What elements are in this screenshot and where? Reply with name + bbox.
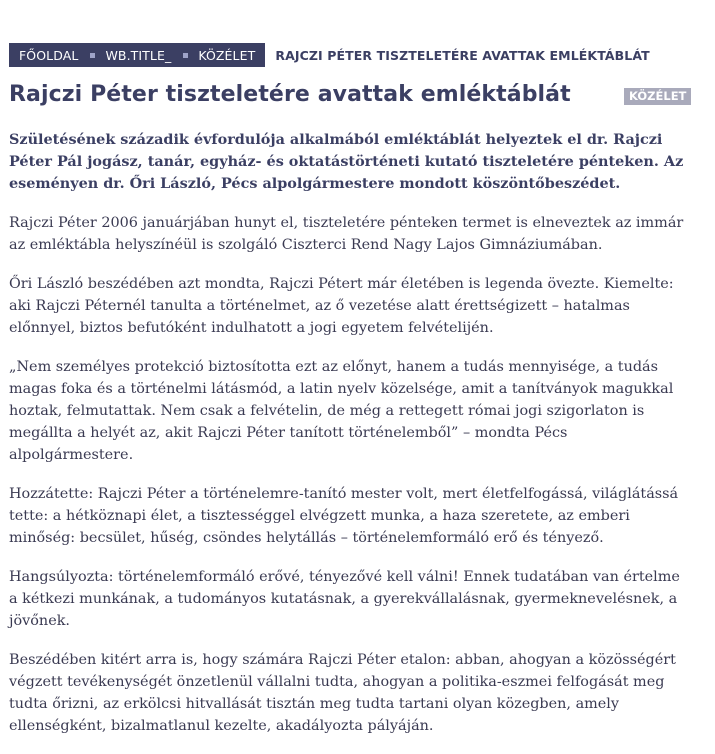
breadcrumb-separator-icon — [90, 53, 95, 58]
breadcrumb-category-link[interactable]: KÖZÉLET — [198, 47, 256, 63]
breadcrumb-current: RAJCZI PÉTER TISZTELETÉRE AVATTAK EMLÉKTÁBLÁT — [275, 47, 650, 63]
page-title: Rajczi Péter tiszteletére avattak emléktáblát — [9, 82, 571, 107]
breadcrumb-separator-icon — [183, 53, 188, 58]
article-paragraph: Rajczi Péter 2006 januárjában hunyt el, tiszteletére pénteken termet is elneveztek az immár az emléktábla helyszínéül is szolgáló Ciszterci Rend Nagy Lajos Gimnáziumában. — [9, 215, 684, 253]
breadcrumb-section-link[interactable]: WB.TITLE_ — [105, 47, 172, 63]
breadcrumb — [9, 43, 650, 67]
article-lead: Születésének századik évfordulója alkalmából emléktáblát helyeztek el dr. Rajczi Péter Pál jogász, tanár, egyház- és oktatástörténeti kutató tiszteletére pénteken. Az eseményen dr. Őri László, Pécs alpolgármestere mondott köszöntőbeszédet. — [9, 131, 684, 192]
article-paragraph: Hangsúlyozta: történelemformáló erővé, tényezővé kell válni! Ennek tudatában van értelme a kétkezi munkának, a tudományos kutatásnak, a gyerekvállalásnak, gyermeknevelésnek, a jövőnek. — [9, 569, 680, 629]
article-body — [9, 129, 693, 754]
category-badge[interactable]: KÖZÉLET — [624, 88, 691, 105]
breadcrumb-links — [9, 43, 265, 67]
article-paragraph: Beszédében kitért arra is, hogy számára Rajczi Péter etalon: abban, ahogyan a közösségért végzett tevékenységét önzetlenül vállalni tudta, ahogyan a politika-eszmei felfogását meg tudta őrizni, az erkölcsi hitvallását tisztán meg tudta tartani olyan közegben, amely ellenségként, bizalmatlanul kezelte, akadályozta pályáján. — [9, 652, 676, 734]
article-paragraph: „Nem személyes protekció biztosította ezt az előnyt, hanem a tudás mennyisége, a tudás magas foka és a történelmi látásmód, a latin nyelv közelsége, amit a tanítványok magukkal hoztak, felmutattak. Nem csak a felvételin, de még a rettegett római jogi szigorlaton is megállta a helyét az, akit Rajczi Péter tanított történelemből” – mondta Pécs alpolgármestere. — [9, 359, 674, 463]
article-paragraph: Hozzátette: Rajczi Péter a történelemre-tanító mester volt, mert életfelfogássá, világlátássá tette: a hétköznapi élet, a tisztességgel elvégzett munka, a haza szeretete, az emberi minőség: becsület, hűség, csöndes helytállás – történelemformáló erő és tényező. — [9, 486, 679, 546]
breadcrumb-home-link[interactable]: FŐOLDAL — [19, 47, 79, 63]
article-paragraph: Őri László beszédében azt mondta, Rajczi Pétert már életében is legenda övezte. Kiemelte: aki Rajczi Péternél tanulta a történelmet, az ő vezetése alatt érettségizett – hatalmas előnnyel, biztos befutóként indulhatott a jogi egyetem felvételijén. — [9, 276, 674, 336]
